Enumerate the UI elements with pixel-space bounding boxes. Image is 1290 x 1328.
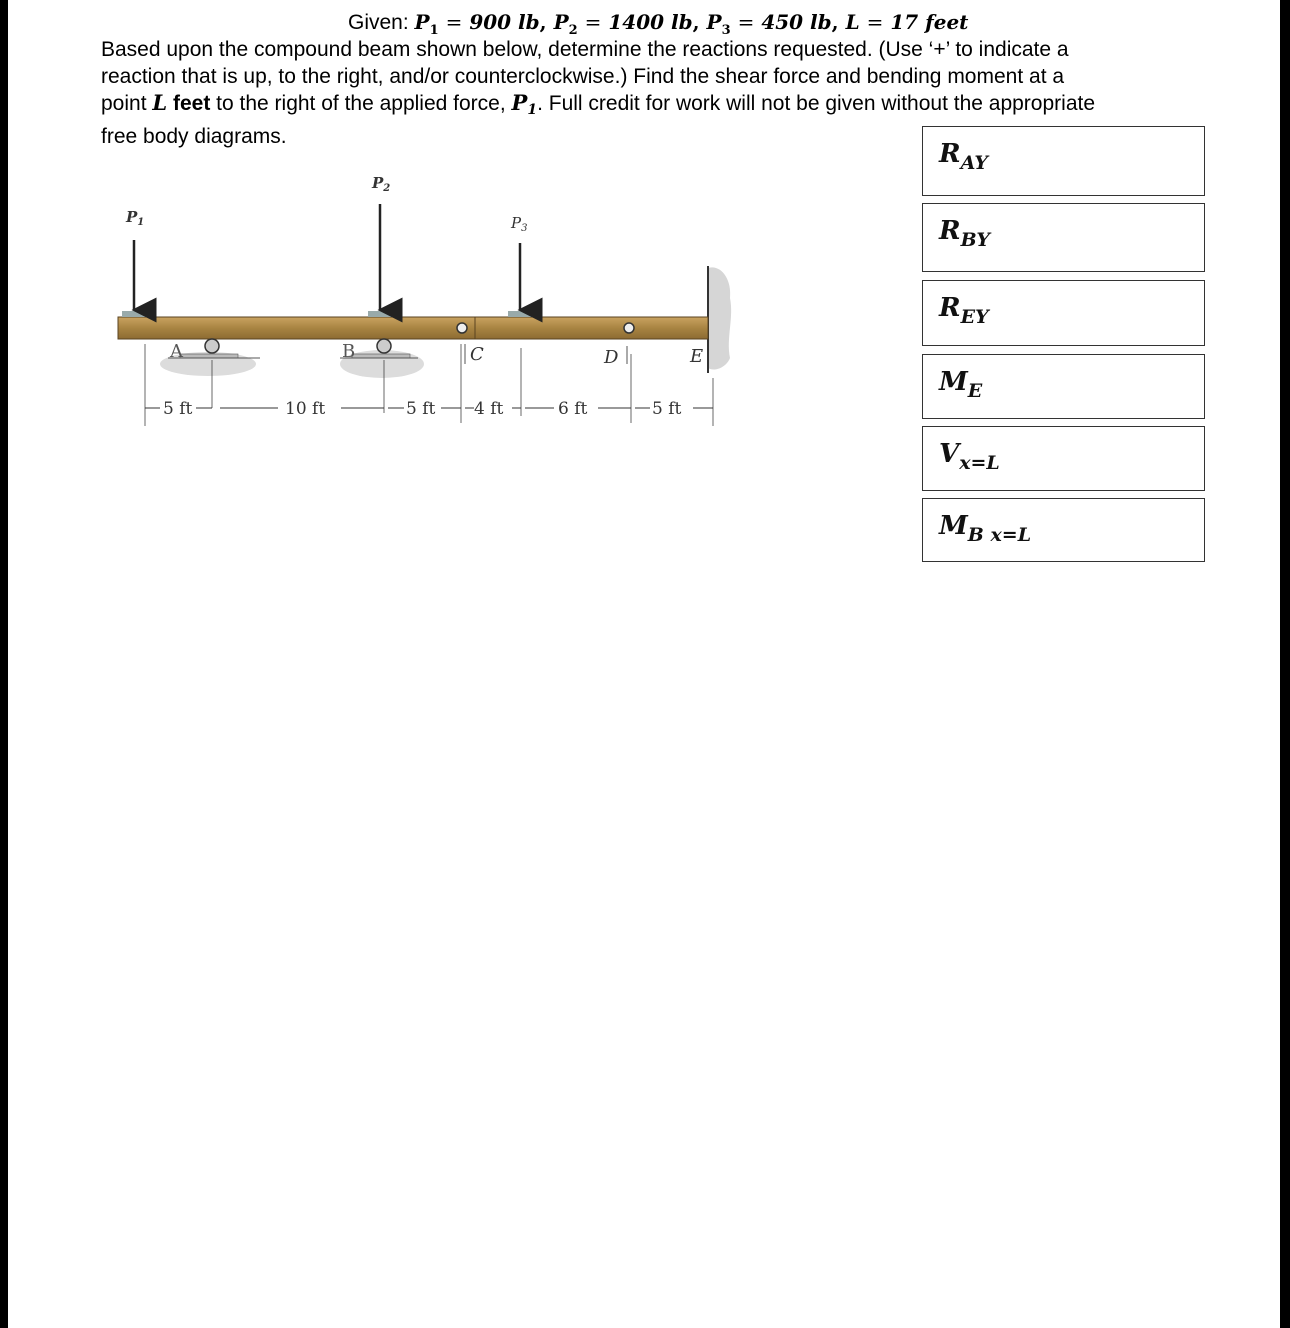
p1-sub: 1 bbox=[429, 23, 439, 38]
dim-5: 6 ft bbox=[558, 399, 588, 419]
answer-box-mbx[interactable] bbox=[922, 498, 1205, 562]
answer-box-rby[interactable] bbox=[922, 203, 1205, 272]
answer-box-vx[interactable] bbox=[922, 426, 1205, 491]
dim-3: 5 ft bbox=[406, 399, 436, 419]
l-value: 17 feet bbox=[890, 10, 969, 34]
p1-value: 900 lb bbox=[469, 10, 540, 34]
p2-value: 1400 lb bbox=[608, 10, 693, 34]
dim-2: 10 ft bbox=[285, 399, 326, 419]
answer-label-ray: $R_{AY}$ bbox=[939, 139, 988, 174]
dim-4: 4 ft bbox=[474, 399, 504, 419]
p3-value: 450 lb bbox=[761, 10, 832, 34]
problem-line-2: reaction that is up, to the right, and/or counterclockwise.) Find the shear force and bending moment at a bbox=[101, 64, 1065, 88]
line3-feet: feet bbox=[167, 92, 211, 116]
roller-support-B bbox=[340, 339, 424, 378]
answer-label-mbx: $M_{B x=L}$ bbox=[939, 511, 1032, 546]
dim-1: 5 ft bbox=[163, 399, 193, 419]
line3-L: L bbox=[152, 90, 168, 116]
svg-text:A: A bbox=[170, 341, 183, 362]
problem-line-3 bbox=[101, 90, 1201, 124]
line3-Psub: 1 bbox=[527, 102, 538, 119]
dim-6: 5 ft bbox=[652, 399, 682, 419]
answer-box-me[interactable] bbox=[922, 354, 1205, 419]
p2-sub: 2 bbox=[568, 23, 578, 38]
svg-text:B: B bbox=[342, 341, 356, 362]
beam-diagram bbox=[108, 168, 748, 438]
label-D: D bbox=[604, 347, 619, 368]
answer-box-rey[interactable] bbox=[922, 280, 1205, 346]
p3-symbol: P bbox=[706, 10, 722, 34]
p3-sub: 3 bbox=[721, 23, 731, 38]
answer-label-rey: $R_{EY}$ bbox=[939, 293, 989, 328]
label-C: C bbox=[470, 344, 484, 365]
answer-box-ray[interactable] bbox=[922, 126, 1205, 196]
line3-P: P bbox=[511, 90, 528, 116]
line3-a: point bbox=[101, 92, 153, 116]
given-line bbox=[348, 10, 968, 38]
answer-label-vx: $V_{x=L}$ bbox=[939, 439, 1000, 474]
answer-label-rby: $R_{BY}$ bbox=[939, 216, 990, 251]
p1-symbol: P bbox=[414, 10, 430, 34]
problem-line-1: Based upon the compound beam shown below, determine the reactions requested. (Use ‘+’ to indicate a bbox=[101, 38, 1069, 61]
label-P3: $P_3$ bbox=[511, 214, 528, 234]
answer-label-me: $M_E$ bbox=[939, 367, 983, 402]
line3-b: to the right of the applied force, bbox=[210, 92, 512, 116]
given-values: $P_1 = 900$ lb, $P_2 = 1400$ lb, $P_3 = 450$ lb, L = 17 feet bbox=[414, 10, 969, 38]
hinge-D bbox=[624, 323, 634, 333]
beam bbox=[118, 317, 708, 339]
line3-c: . Full credit for work will not be given without the appropriate bbox=[537, 92, 1096, 116]
p2-symbol: P bbox=[553, 10, 569, 34]
label-E: E bbox=[690, 346, 704, 367]
label-P2: $P_2$ bbox=[372, 174, 391, 194]
fixed-wall-E bbox=[708, 266, 731, 373]
l-symbol: L bbox=[845, 10, 860, 34]
label-P1: $P_1$ bbox=[126, 208, 145, 228]
roller-support-A bbox=[160, 339, 260, 376]
hinge-C bbox=[457, 323, 467, 333]
problem-line-4: free body diagrams. bbox=[101, 124, 287, 148]
given-label: Given: bbox=[348, 11, 409, 34]
worksheet-page bbox=[8, 0, 1280, 1328]
